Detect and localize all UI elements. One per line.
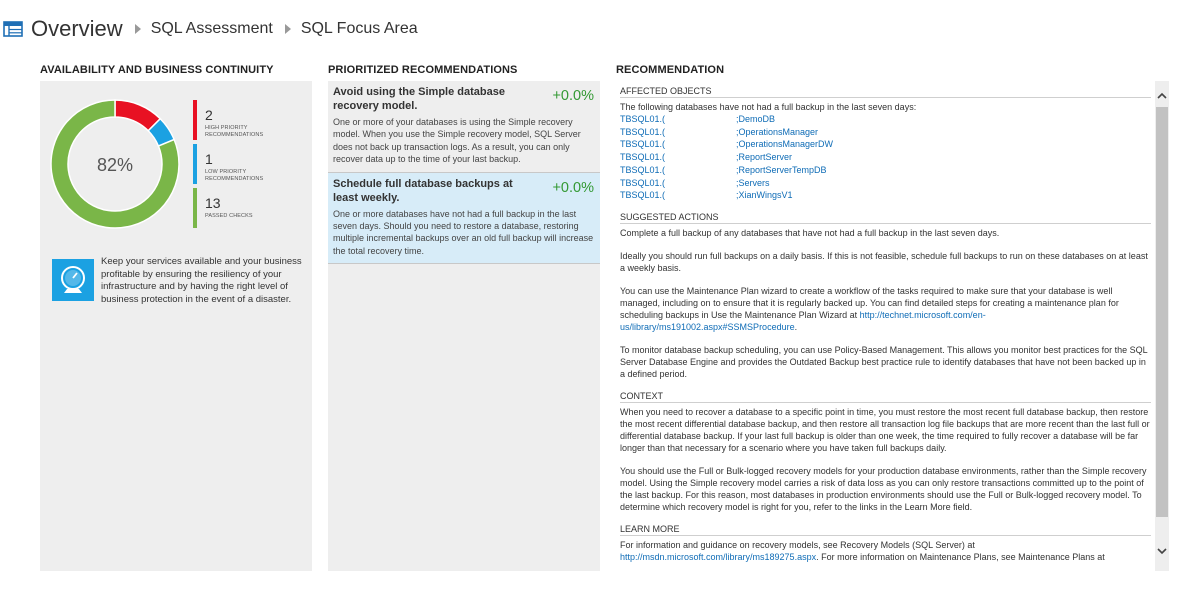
score-delta: +0.0% [552,179,594,196]
legend-passed-bar [193,188,197,228]
breadcrumb-overview[interactable]: Overview [31,16,123,41]
passed-checks-count: 13 [205,195,221,211]
suggested-actions-p3-text: You can use the Maintenance Plan wizard to create a workflow of the tasks required to make sure that your database is well managed, including on to ensure that it is regularly backed up. You can find detailed steps for creating a maintenance plan for scheduling backups in Use the Maintenance Plan Wizard at [620,285,1119,320]
recommendation-summary: One or more databases have not had a full backup in the last seven days. Should you need to restore a database, restoring multiple incremental backups over an old full backup will increase the total recovery time. [333,208,594,256]
legend-label-line: RECOMMENDATIONS [205,132,264,138]
affected-object-server: TBSQL01.( [620,190,666,201]
affected-object-row[interactable] [620,113,1151,126]
affected-object-server: TBSQL01.( [620,139,666,150]
availability-stopwatch-icon [52,259,94,301]
legend-high-bar [193,100,197,140]
recommendation-title: Avoid using the Simple database recovery model. [333,86,505,112]
recommendation-card-full-backups[interactable] [328,173,600,265]
prioritized-recommendations-list [328,81,600,571]
affected-object-database: ;ReportServerTempDB [736,164,827,175]
affected-objects-heading: AFFECTED OBJECTS [620,86,1151,98]
prioritized-heading: PRIORITIZED RECOMMENDATIONS [328,64,518,76]
breadcrumb-sql-focus-area: SQL Focus Area [300,20,418,37]
scroll-up-icon[interactable] [1157,91,1167,101]
score-legend [193,100,263,232]
recommendation-heading: RECOMMENDATION [616,64,725,76]
affected-objects-intro: The following databases have not had a full backup in the last seven days: [620,102,917,112]
recommendation-card-simple-recovery[interactable] [328,81,600,173]
legend-low-priority[interactable] [193,144,263,188]
affected-object-row[interactable] [620,177,1151,190]
overview-list-icon [3,20,23,38]
legend-label-line: RECOMMENDATIONS [205,176,264,182]
breadcrumb [0,14,418,44]
suggested-actions-heading: SUGGESTED ACTIONS [620,212,1151,224]
context-p2: You should use the Full or Bulk-logged recovery models for your production database environments, rather than the Simple recovery model. Using the Simple recovery model carries a risk of data loss as you can only restore transactions committed up to the point of the last backup. For this reason, most databases in production environments should use the Full or Bulk-logged recovery model. To determine which recovery model is right for you, refer to the links in the Learn More field. [620,465,1147,512]
legend-passed-checks[interactable] [193,188,263,232]
suggested-actions-p2: Ideally you should run full backups on a daily basis. If this is not feasible, schedule full backups to run on these databases on at least a weekly basis. [620,250,1148,273]
score-donut-chart [50,99,180,229]
learn-more-text: For information and guidance on recovery models, see Recovery Models (SQL Server) at [620,539,975,550]
breadcrumb-sql-assessment[interactable]: SQL Assessment [150,20,273,37]
affected-object-server: TBSQL01.( [620,114,666,124]
affected-object-server: TBSQL01.( [620,126,666,137]
maintenance-plan-wizard-link[interactable]: http://technet.microsoft.com/en-us/library/ms191002.aspx#SSMSProcedure [620,309,986,332]
recommendation-summary: One or more of your databases is using the Simple recovery model. When you use the Simple recovery model, SQL Server does not back up transaction logs. As a result, you can only recover data up to the time of your last backup. [333,117,581,165]
recovery-models-link[interactable]: http://msdn.microsoft.com/library/ms189275.aspx [620,551,817,562]
chevron-right-icon [135,24,141,34]
affected-object-row[interactable] [620,164,1151,177]
affected-object-database: ;XianWingsV1 [736,190,793,201]
suggested-actions-p4: To monitor database backup scheduling, you can use Policy-Based Management. This allows you monitor best practices for the SQL Server Database Engine and provides the Outdated Backup best practice rule to identify databases that have not been backed up in a defined period. [620,344,1148,379]
learn-more-p1 [620,539,1151,563]
affected-object-database: ;DemoDB [736,114,776,124]
chevron-right-icon [285,24,291,34]
legend-label-line: PASSED CHECKS [205,213,253,219]
low-priority-count: 1 [205,151,213,167]
context-p1: When you need to recover a database to a specific point in time, you must restore the most recent full database backup, then restore the most recent differential database backup, and then restore all transaction log file backups that are more recent than the last full or differential database backup. If your last full backup is older than one week, the time required to fully recover a database will be far longer than that necessary for a scenario where you have taken full backups daily. [620,406,1150,453]
affected-object-database: ;ReportServer [736,152,793,163]
high-priority-count: 2 [205,107,213,123]
suggested-actions-p3-end: . [794,321,798,332]
affected-object-row[interactable] [620,151,1151,164]
context-heading: CONTEXT [620,391,1151,403]
score-delta: +0.0% [552,88,594,104]
affected-object-database: ;OperationsManagerDW [736,139,834,150]
legend-label-line: LOW PRIORITY [205,169,247,175]
availability-heading: AVAILABILITY AND BUSINESS CONTINUITY [40,64,274,76]
legend-label-line: HIGH PRIORITY [205,125,248,131]
learn-more-heading: LEARN MORE [620,524,1151,536]
legend-low-bar [193,144,197,184]
recommendation-title: Schedule full database backups at least weekly. [333,177,513,204]
suggested-actions-p1: Complete a full backup of any databases that have not had a full backup in the last seven days. [620,227,1000,238]
affected-object-server: TBSQL01.( [620,152,666,163]
scroll-thumb[interactable] [1156,107,1168,517]
recommendation-detail-content [616,81,1151,571]
suggested-actions-p3 [620,285,1151,333]
recommendation-detail-pane[interactable] [616,81,1154,571]
affected-object-database: ;Servers [736,177,770,188]
focus-area-summary-panel [40,81,312,571]
detail-scrollbar[interactable] [1155,81,1169,571]
legend-high-priority[interactable] [193,100,263,144]
affected-object-database: ;OperationsManager [736,126,819,137]
affected-object-server: TBSQL01.( [620,164,666,175]
learn-more-tail: . For more information on Maintenance Plans, see Maintenance Plans at [816,551,1105,562]
affected-objects-list [620,113,1151,202]
score-percent: 82% [96,155,134,175]
scroll-down-icon[interactable] [1157,546,1167,556]
affected-object-row[interactable] [620,126,1151,139]
affected-object-row[interactable] [620,189,1151,202]
focus-area-description: Keep your services available and your business profitable by ensuring the resiliency of your infrastructure and by having the right level of business protection in the event of a disaster. [101,256,302,306]
affected-object-server: TBSQL01.( [620,177,666,188]
affected-object-row[interactable] [620,138,1151,151]
